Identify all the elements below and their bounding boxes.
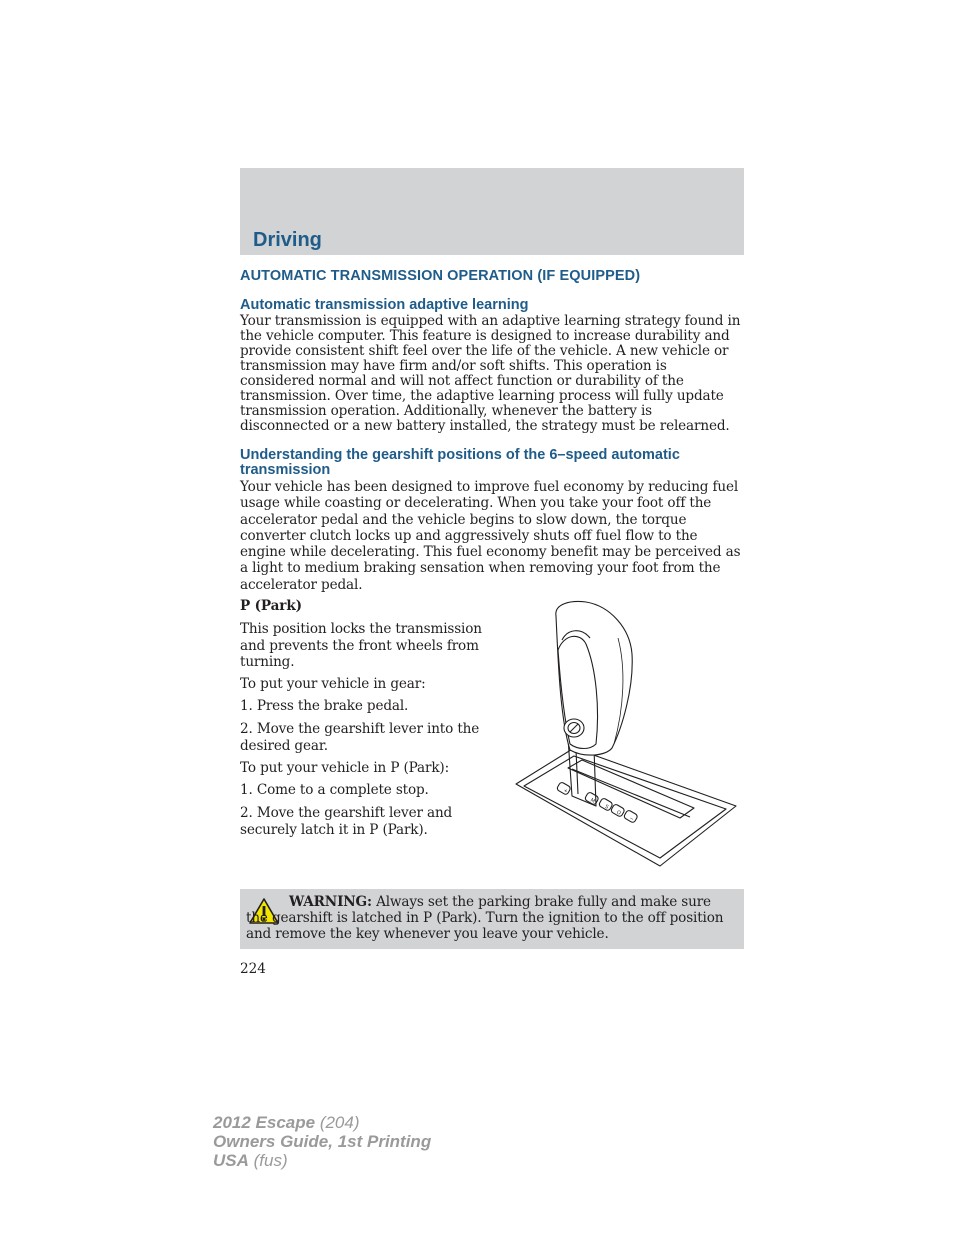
warning-text: [246, 894, 736, 942]
chapter-title: Driving: [253, 229, 322, 251]
footer-line-2: Owners Guide, 1st Printing: [213, 1132, 432, 1151]
warning-label: WARNING:: [289, 894, 372, 910]
adaptive-learning-body: Your transmission is equipped with an adaptive learning strategy found in the vehicle computer. This feature is designed to increase durability and provide consistent shift feel over the life of the vehicle. A new vehicle or transmission may have firm and/or soft shifts. This operation is considered normal and will not affect function or durability of the transmission. Over time, the adaptive learning process will fully update transmission operation. Additionally, whenever the battery is disconnected or a new battery installed, the strategy must be relearned.: [240, 313, 741, 434]
warning-body: Always set the parking brake fully and make sure the gearshift is latched in P (Park). Turn the ignition to the off position and remove the key whenever you leave your vehicle.: [246, 894, 724, 942]
gearshift-lever-illustration: [510, 598, 742, 870]
console-button-o: O: [615, 809, 622, 817]
park-heading: P (Park): [240, 598, 302, 614]
gearshift-heading: Understanding the gearshift positions of the 6–speed automatic transmission: [240, 447, 680, 478]
gearshift-body: Your vehicle has been designed to improve fuel economy by reducing fuel usage while coasting or decelerating. When you take your foot off the accelerator pedal and the vehicle begins to slow down, the torque converter clutch locks up and aggressively shuts off fuel flow to the engine while decelerating. This fuel economy benefit may be perceived as a light to medium braking sensation when removing your foot from the accelerator pedal.: [240, 479, 741, 593]
in-gear-step-1: 1. Press the brake pedal.: [240, 698, 409, 714]
in-park-intro: To put your vehicle in P (Park):: [240, 760, 450, 776]
park-description: This position locks the transmission and prevents the front wheels from turning.: [240, 621, 482, 670]
console-button-plus: +: [562, 787, 569, 795]
adaptive-learning-heading: Automatic transmission adaptive learning: [240, 297, 529, 313]
in-gear-step-2: 2. Move the gearshift lever into the desired gear.: [240, 721, 480, 754]
in-park-step-1: 1. Come to a complete stop.: [240, 782, 429, 798]
section-title: AUTOMATIC TRANSMISSION OPERATION (IF EQUIPPED): [240, 268, 641, 284]
in-park-step-2: 2. Move the gearshift lever and securely latch it in P (Park).: [240, 805, 453, 838]
footer-line-1: 2012 Escape (204): [213, 1113, 360, 1132]
page-number: 224: [240, 961, 266, 977]
in-gear-intro: To put your vehicle in gear:: [240, 676, 426, 692]
console-button-minus: −: [628, 815, 635, 823]
footer-imprint: [213, 1113, 431, 1170]
console-button-m: M: [589, 797, 596, 805]
console-button-s: S: [603, 803, 610, 811]
header-band: [240, 168, 744, 255]
footer-line-3: USA (fus): [213, 1151, 288, 1170]
warning-box: [240, 889, 744, 949]
